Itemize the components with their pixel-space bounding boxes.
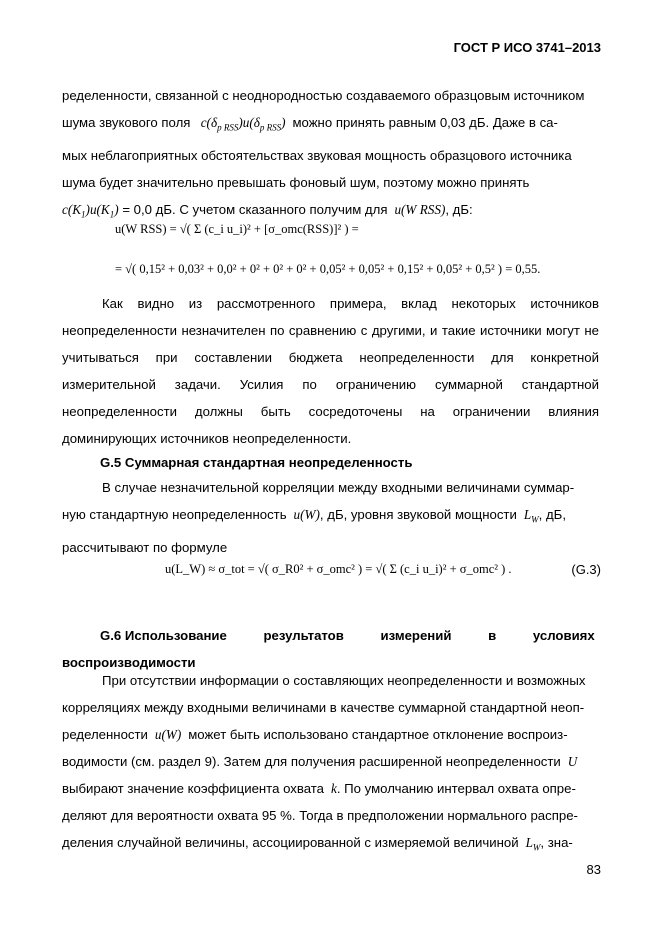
inline-formula: $c(K_1)u(K_1)$ — [62, 201, 119, 220]
text-span: водимости (см. раздел 9). Затем для получения расширенной неопределенности — [62, 754, 561, 769]
text-span: выбирают значение коэффициента охвата — [62, 781, 324, 796]
equation-number: (G.3) — [571, 562, 601, 577]
text-span: можно принять равным 0,03 дБ. Даже в са- — [292, 115, 558, 130]
text-line — [62, 829, 599, 862]
text-paragraph: Как видно из рассмотренного примера, вклад некоторых источников неопределенности незначителен по сравнению с другими, и такие источники могут не учитываться при составлении бюджета неопределенности для конкретной измерительной задачи. Усилия по ограничению суммарной стандартной неопределенности должны быть сосредоточены на ограничении влияния доминирующих источников неопределенности. — [62, 296, 599, 446]
document-header: ГОСТ Р ИСО 3741–2013 — [453, 40, 601, 55]
inline-formula: $L_W$ — [520, 507, 539, 525]
inline-formula: u(W RSS) — [391, 201, 446, 217]
inline-formula: $L_W$ — [522, 835, 541, 853]
inline-formula: k — [327, 781, 337, 796]
inline-formula: U — [564, 754, 578, 769]
text-span: может быть использовано стандартное отклонение воспроиз- — [188, 727, 568, 742]
text-line — [62, 748, 599, 775]
inline-formula: u(W) — [290, 507, 320, 522]
heading-line: воспроизводимости — [62, 655, 196, 670]
text-line: шума будет значительно превышать фоновый шум, поэтому можно принять — [62, 174, 530, 190]
text-span: , зна- — [540, 835, 573, 850]
text-span: ределенности — [62, 727, 148, 742]
formula-2: = √( 0,15² + 0,03² + 0,0² + 0² + 0² + 0² + 0,05² + 0,05² + 0,15² + 0,05² + 0,5² ) = 0,55. — [115, 262, 541, 276]
text-line: деляют для вероятности охвата 95 %. Тогда в предположении нормального распре- — [62, 808, 578, 823]
text-line: мых неблагоприятных обстоятельствах звуковая мощность образцового источника — [62, 147, 572, 163]
formula-g3: u(L_W) ≈ σ_tot = √( σ_R0² + σ_omc² ) = √( Σ (c_i u_i)² + σ_omc² ) . — [165, 562, 512, 576]
text-span: деления случайной величины, ассоциированной с измеряемой величиной — [62, 835, 519, 850]
heading-line: G.6 Использование результатов измерений в условиях — [100, 628, 595, 643]
text-span: = 0,0 дБ. С учетом сказанного получим для — [122, 201, 388, 217]
text-span: , дБ: — [445, 201, 473, 217]
text-span: , дБ, — [538, 507, 566, 522]
inline-formula: $c(\delta_{p RSS})u(\delta_{p RSS})$ — [194, 115, 289, 133]
section-heading-g5: G.5 Суммарная стандартная неопределенность — [100, 455, 413, 470]
text-line: При отсутствии информации о составляющих неопределенности и возможных — [102, 673, 586, 688]
paragraph-2 — [62, 290, 599, 452]
text-line: ределенности, связанной с неоднородностью создаваемого образцовым источником — [62, 88, 585, 103]
text-span: шума звукового поля — [62, 115, 191, 130]
text-line — [62, 109, 599, 142]
paragraph-1 — [62, 82, 599, 228]
text-line: корреляциях между входными величинами в качестве суммарной стандартной неоп- — [62, 700, 585, 715]
inline-formula: u(W) — [151, 727, 185, 742]
text-line — [62, 501, 599, 534]
paragraph-g5 — [62, 474, 599, 561]
text-line: В случае незначительной корреляции между входными величинами суммар- — [102, 480, 575, 495]
page-number: 83 — [586, 862, 601, 877]
formula-1: u(W RSS) = √( Σ (c_i u_i)² + [σ_omc(RSS)]² ) = — [115, 222, 359, 236]
text-line: рассчитывают по формуле — [62, 539, 228, 555]
text-span: , дБ, уровня звуковой мощности — [319, 507, 517, 522]
text-line — [62, 721, 599, 748]
paragraph-g6 — [62, 667, 599, 862]
text-span: . По умолчанию интервал охвата опре- — [336, 781, 576, 796]
text-line — [62, 775, 599, 802]
text-span: ную стандартную неопределенность — [62, 507, 287, 522]
